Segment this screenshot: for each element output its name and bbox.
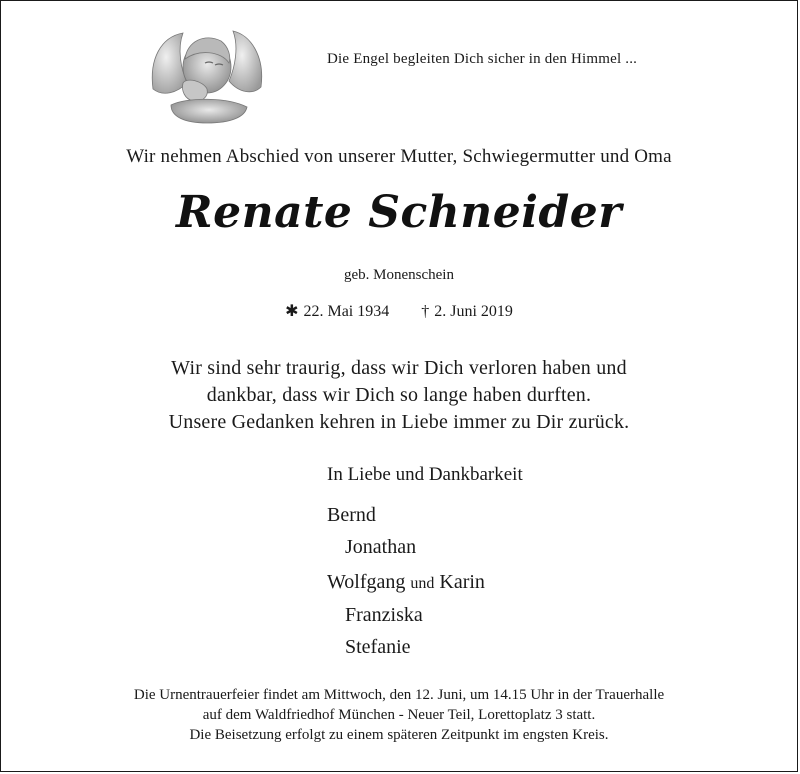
deceased-name: Renate Schneider	[176, 187, 622, 238]
verse-line: Wir sind sehr traurig, dass wir Dich verloren haben und	[171, 357, 627, 379]
notice-line: Die Beisetzung erfolgt zu einem späteren Zeitpunkt im engsten Kreis.	[189, 727, 609, 743]
birth-date-group	[285, 301, 389, 321]
death-date: 2. Juni 2019	[434, 303, 513, 320]
conjunction-text: und	[410, 575, 435, 592]
birth-name: geb. Monenschein	[344, 267, 454, 283]
mourner-name: Bernd	[327, 504, 376, 526]
death-date-group	[421, 303, 513, 321]
cross-icon: †	[421, 303, 430, 320]
birth-date: 22. Mai 1934	[303, 303, 390, 320]
birth-star-icon: ✱	[285, 303, 299, 320]
verse-line: dankbar, dass wir Dich so lange haben durften.	[206, 384, 592, 406]
mourner-couple	[327, 571, 485, 594]
mourner-name: Franziska	[345, 604, 423, 626]
mourner-name: Stefanie	[345, 636, 411, 658]
motto-text: Die Engel begleiten Dich sicher in den Himmel ...	[327, 51, 638, 67]
mourner-name: Wolfgang	[327, 571, 406, 593]
angel-illustration	[147, 19, 267, 127]
closing-phrase: In Liebe und Dankbarkeit	[327, 464, 523, 485]
life-dates	[1, 301, 797, 321]
notice-line: auf dem Waldfriedhof München - Neuer Teil, Lorettoplatz 3 statt.	[202, 707, 596, 723]
notice-line: Die Urnentrauerfeier findet am Mittwoch, den 12. Juni, um 14.15 Uhr in der Trauerhalle	[133, 687, 665, 703]
intro-text: Wir nehmen Abschied von unserer Mutter, Schwiegermutter und Oma	[126, 146, 672, 167]
mourner-name: Jonathan	[345, 536, 417, 558]
funeral-notice	[1, 685, 797, 745]
mourner-name: Karin	[439, 571, 485, 593]
memorial-verse	[1, 355, 797, 436]
verse-line: Unsere Gedanken kehren in Liebe immer zu Dir zurück.	[168, 411, 630, 433]
